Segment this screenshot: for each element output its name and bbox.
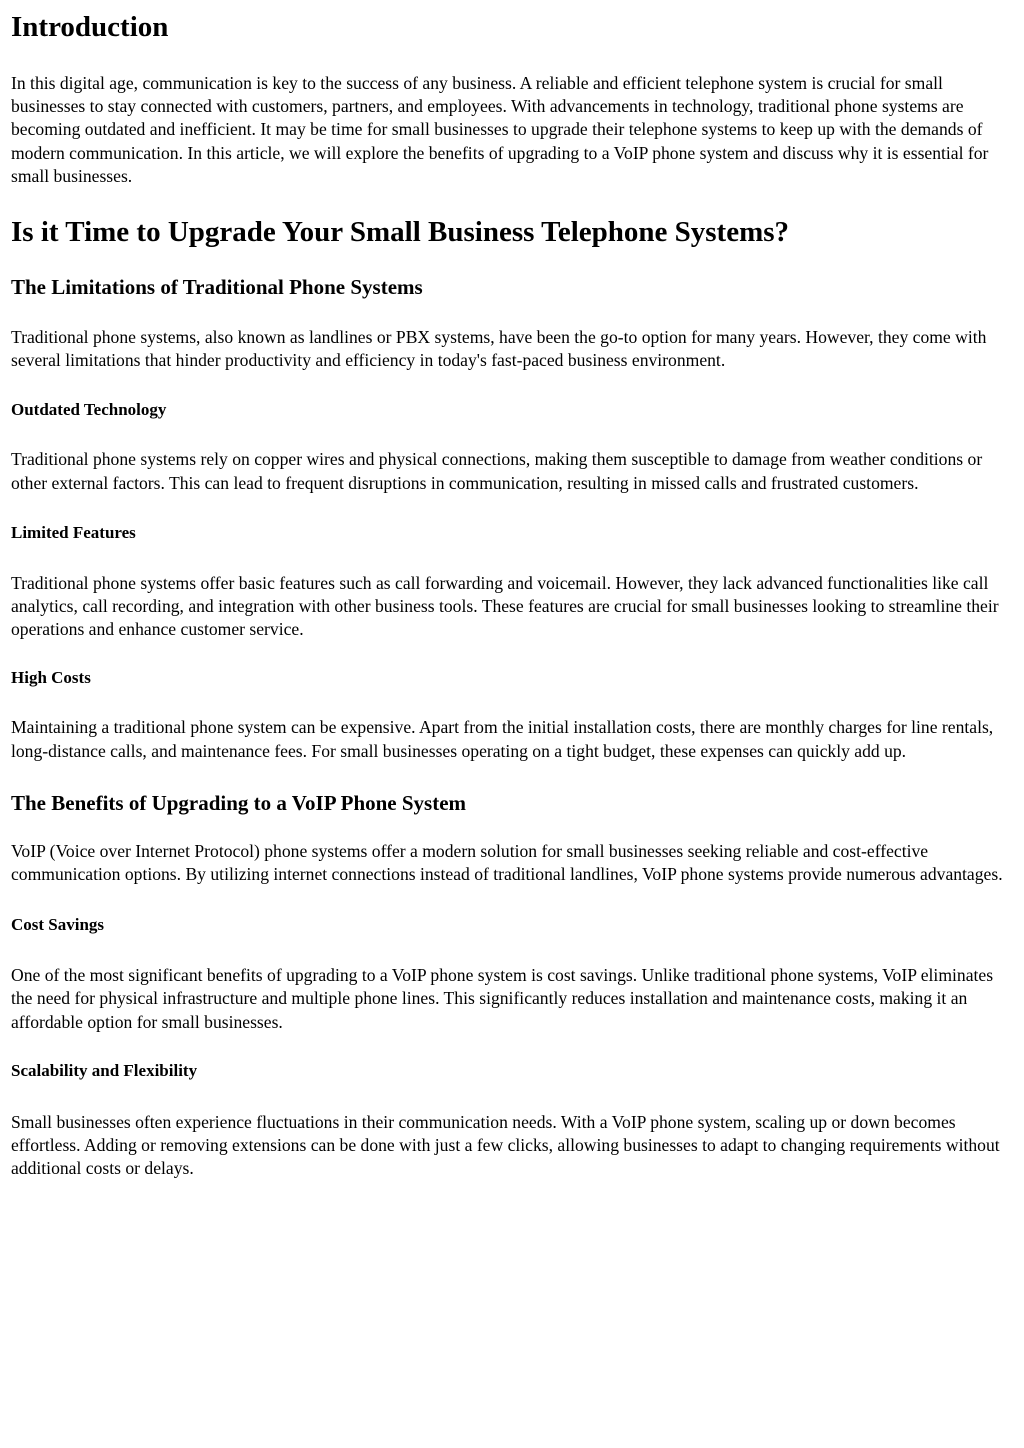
- high-costs-heading: High Costs: [11, 668, 91, 688]
- limitations-heading: The Limitations of Traditional Phone Systems: [11, 275, 423, 300]
- scalability-heading: Scalability and Flexibility: [11, 1060, 198, 1080]
- intro-paragraph: In this digital age, communication is key to the success of any business. A reliable and efficient telephone system is crucial for small businesses to stay connected with customers, partners, and employees. With advancements in technology, traditional phone systems are becoming outdated and inefficient. It may be time for small businesses to upgrade their telephone systems to keep up with the demands of modern communication. In this article, we will explore the benefits of upgrading to a VoIP phone system and discuss why it is essential for small businesses.: [11, 73, 989, 186]
- high-costs-paragraph: Maintaining a traditional phone system can be expensive. Apart from the initial installation costs, there are monthly charges for line rentals, long-distance calls, and maintenance fees. For small businesses operating on a tight budget, these expenses can quickly add up.: [11, 717, 994, 761]
- outdated-technology-paragraph: Traditional phone systems rely on copper wires and physical connections, making them susceptible to damage from weather conditions or other external factors. This can lead to frequent disruptions in communication, resulting in missed calls and frustrated customers.: [11, 449, 983, 493]
- limitations-paragraph: Traditional phone systems, also known as landlines or PBX systems, have been the go-to option for many years. However, they come with several limitations that hinder productivity and efficiency in today's fast-paced business environment.: [11, 327, 987, 371]
- benefits-heading: The Benefits of Upgrading to a VoIP Phone System: [11, 790, 467, 815]
- limited-features-paragraph: Traditional phone systems offer basic features such as call forwarding and voicemail. However, they lack advanced functionalities like call analytics, call recording, and integration with other business tools. These features are crucial for small businesses looking to streamline their operations and enhance customer service.: [11, 572, 999, 640]
- intro-heading: Introduction: [11, 11, 169, 43]
- cost-savings-paragraph: One of the most significant benefits of upgrading to a VoIP phone system is cost savings. Unlike traditional phone systems, VoIP eliminates the need for physical infrastructure and multiple phone lines. This significantly reduces installation and maintenance costs, making it an affordable option for small businesses.: [11, 965, 994, 1032]
- main-heading: Is it Time to Upgrade Your Small Business Telephone Systems?: [11, 216, 790, 249]
- limited-features-heading: Limited Features: [11, 522, 136, 542]
- outdated-technology-heading: Outdated Technology: [11, 400, 167, 420]
- scalability-paragraph: Small businesses often experience fluctuations in their communication needs. With a VoIP phone system, scaling up or down becomes effortless. Adding or removing extensions can be done with just a few clicks, allowing businesses to adapt to changing requirements without additional costs or delays.: [11, 1111, 1000, 1179]
- benefits-paragraph: VoIP (Voice over Internet Protocol) phone systems offer a modern solution for small businesses seeking reliable and cost-effective communication options. By utilizing internet connections instead of traditional landlines, VoIP phone systems provide numerous advantages.: [11, 840, 1003, 885]
- cost-savings-heading: Cost Savings: [11, 915, 105, 935]
